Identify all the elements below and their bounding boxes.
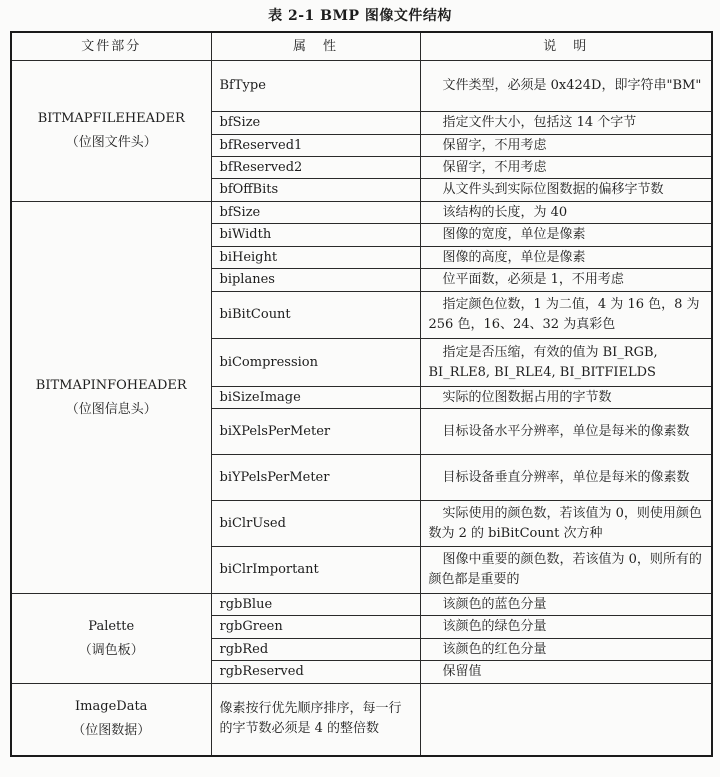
desc-cell — [420, 684, 712, 756]
section-label: Palette — [88, 618, 135, 634]
section-sublabel: （调色板） — [78, 642, 144, 658]
desc-text: 该颜色的红色分量 — [442, 641, 547, 657]
desc-cell — [420, 501, 712, 547]
attr-cell: biplanes — [211, 269, 420, 292]
desc-text: 该颜色的蓝色分量 — [442, 596, 547, 612]
attr-cell: biWidth — [211, 224, 420, 247]
bmp-structure-table — [10, 31, 713, 757]
desc-cell — [420, 661, 712, 684]
desc-text: 该结构的长度，为 40 — [442, 204, 568, 220]
desc-text: 文件类型，必须是 0x424D，即字符串"BM" — [442, 78, 702, 93]
section-cell — [11, 202, 211, 594]
desc-text: 该颜色的绿色分量 — [442, 619, 547, 634]
attr-cell: bfOffBits — [211, 179, 420, 202]
attr-cell: biBitCount — [211, 292, 420, 339]
section-sublabel: （位图数据） — [72, 723, 151, 739]
table-row — [11, 594, 712, 616]
attr-cell: bfSize — [211, 112, 420, 135]
desc-text: 图像中重要的颜色数，若该值为 0，则所有的颜色都是重要的 — [428, 552, 702, 587]
desc-text: 从文件头到实际位图数据的偏移字节数 — [442, 182, 664, 197]
desc-cell — [420, 112, 712, 135]
attr-cell: biClrUsed — [211, 501, 420, 547]
desc-text: 保留字，不用考虑 — [442, 137, 547, 153]
attr-cell: BfType — [211, 61, 420, 112]
desc-cell — [420, 339, 712, 387]
attr-cell: bfSize — [211, 202, 420, 224]
attr-cell: biYPelsPerMeter — [211, 455, 420, 501]
attr-cell: bfReserved1 — [211, 135, 420, 157]
desc-text: 指定颜色位数，1 为二值，4 为 16 色，8 为 256 色，16、24、32 为真彩色 — [428, 297, 700, 332]
desc-cell — [420, 455, 712, 501]
attr-cell: biClrImportant — [211, 547, 420, 594]
section-cell — [11, 684, 211, 756]
desc-cell — [420, 135, 712, 157]
desc-text: 目标设备垂直分辨率，单位是每米的像素数 — [442, 469, 690, 485]
desc-cell — [420, 292, 712, 339]
desc-cell — [420, 179, 712, 202]
desc-text: 目标设备水平分辨率，单位是每米的像素数 — [442, 423, 690, 439]
desc-cell — [420, 202, 712, 224]
desc-cell — [420, 224, 712, 247]
desc-text: 保留值 — [442, 664, 482, 679]
section-cell — [11, 61, 211, 202]
desc-text — [429, 711, 443, 726]
attr-cell: biSizeImage — [211, 387, 420, 409]
table-caption: 表 2-1 BMP 图像文件结构 — [268, 8, 452, 24]
desc-cell — [420, 616, 712, 639]
table-row — [11, 684, 712, 756]
section-sublabel: （位图信息头） — [65, 401, 157, 417]
attr-cell: bfReserved2 — [211, 157, 420, 179]
attr-cell: biCompression — [211, 339, 420, 387]
desc-text: 图像的高度，单位是像素 — [442, 249, 586, 265]
section-label: ImageData — [75, 699, 148, 715]
desc-cell — [420, 594, 712, 616]
header-attribute: 属 性 — [211, 32, 420, 61]
desc-cell — [420, 247, 712, 269]
desc-cell — [420, 547, 712, 594]
header-row — [11, 32, 712, 61]
header-file-part: 文件部分 — [11, 32, 211, 61]
desc-text: 保留字，不用考虑 — [442, 159, 547, 175]
desc-cell — [420, 157, 712, 179]
section-sublabel: （位图文件头） — [65, 135, 157, 150]
desc-cell — [420, 639, 712, 661]
attr-cell: rgbBlue — [211, 594, 420, 616]
table-row — [11, 61, 712, 112]
attr-cell: rgbReserved — [211, 661, 420, 684]
desc-text: 指定文件大小，包括这 14 个字节 — [442, 115, 637, 130]
attr-cell: rgbGreen — [211, 616, 420, 639]
desc-text: 位平面数，必须是 1，不用考虑 — [442, 272, 624, 287]
desc-cell — [420, 61, 712, 112]
desc-cell — [420, 409, 712, 455]
header-description: 说 明 — [420, 32, 712, 61]
section-cell — [11, 594, 211, 684]
desc-text: 图像的宽度，单位是像素 — [442, 227, 586, 242]
section-label: BITMAPFILEHEADER — [37, 111, 185, 126]
table-row — [11, 202, 712, 224]
desc-text: 实际使用的颜色数，若该值为 0，则使用颜色数为 2 的 biBitCount 次方种 — [428, 505, 702, 541]
attr-cell: rgbRed — [211, 639, 420, 661]
attr-cell: 像素按行优先顺序排序，每一行的字节数必须是 4 的整倍数 — [211, 684, 420, 756]
desc-cell — [420, 269, 712, 292]
attr-cell: biHeight — [211, 247, 420, 269]
desc-cell — [420, 387, 712, 409]
section-label: BITMAPINFOHEADER — [35, 377, 187, 393]
desc-text: 指定是否压缩，有效的值为 BI_RGB, BI_RLE8, BI_RLE4, BI_BITFIELDS — [428, 344, 658, 380]
desc-text: 实际的位图数据占用的字节数 — [442, 389, 612, 405]
attr-cell: biXPelsPerMeter — [211, 409, 420, 455]
